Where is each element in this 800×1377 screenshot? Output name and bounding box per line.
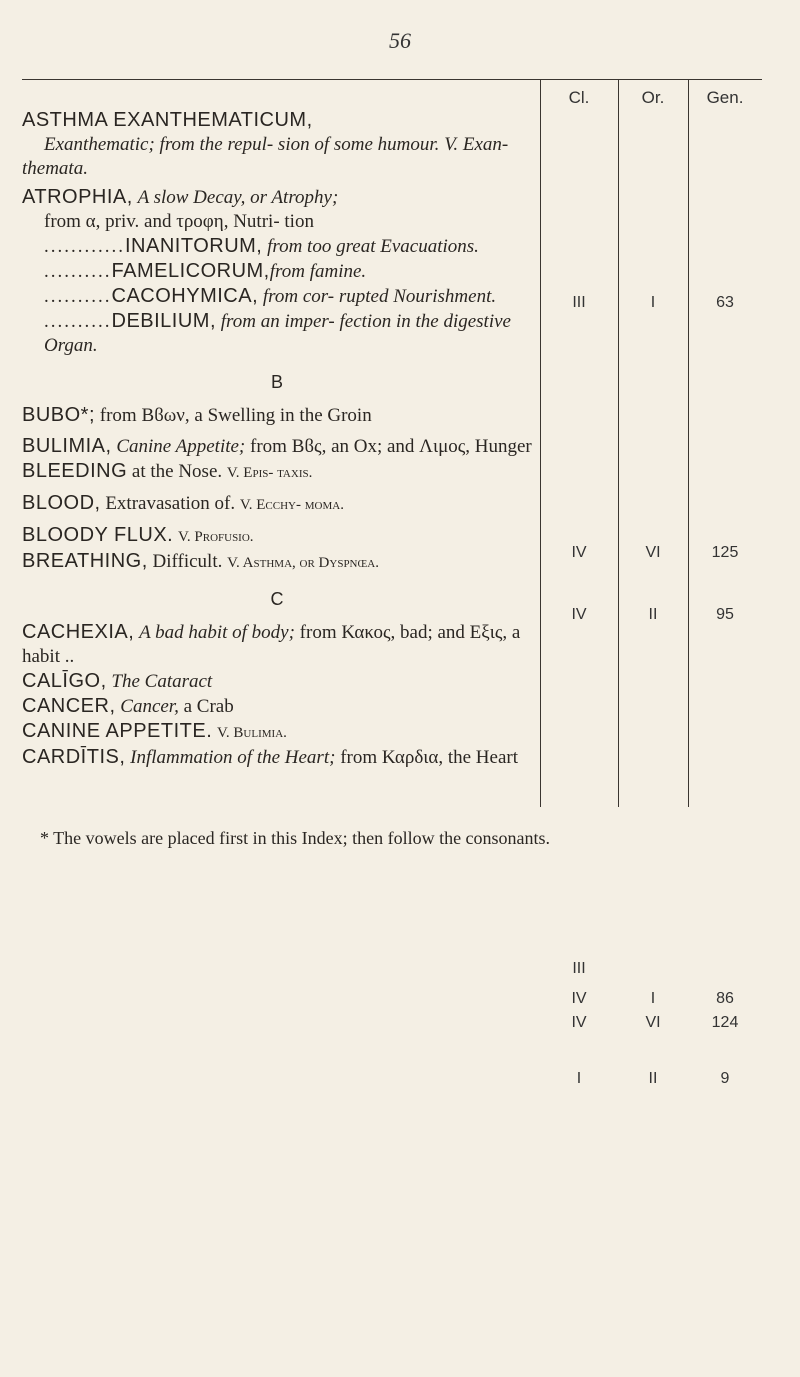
bulimia-or: II	[648, 606, 658, 623]
carditis-cl: I	[576, 1070, 582, 1087]
entry-asthma: ASTHMA EXANTHEMATICUM, Exanthematic; from the repul- sion of some humour. V. Exan- themata.	[22, 109, 509, 179]
entry-cancer: CANCER, Cancer, a Crab	[22, 695, 234, 717]
entry-debilium: ..........DEBILIUM, from an imper- fection in the digestive Organ.	[44, 310, 511, 356]
carditis-gen: 9	[720, 1070, 730, 1087]
column-divider-gen	[688, 79, 689, 807]
atrophia-cl: III	[572, 294, 586, 311]
section-letter-b: B	[270, 372, 283, 392]
bubo-gen: 125	[711, 544, 739, 561]
column-header-gen: Gen.	[706, 88, 744, 107]
cancer-or: VI	[645, 1014, 661, 1031]
bulimia-cl: IV	[571, 606, 587, 623]
atrophia-gen: 63	[716, 294, 734, 311]
entry-caligo: CALĪGO, The Cataract	[22, 670, 213, 692]
column-divider-cl	[540, 79, 541, 807]
entry-bleeding: BLEEDING at the Nose. V. Epis- taxis.	[22, 460, 313, 482]
caligo-or: I	[650, 990, 656, 1007]
cachexia-cl: III	[572, 960, 586, 977]
entry-blood: BLOOD, Extravasation of. V. Ecchy- moma.	[22, 492, 344, 514]
page-number: 56	[389, 28, 411, 53]
bubo-or: VI	[645, 544, 661, 561]
table-top-rule	[22, 79, 762, 80]
bubo-cl: IV	[571, 544, 587, 561]
caligo-gen: 86	[716, 990, 734, 1007]
cancer-cl: IV	[571, 1014, 587, 1031]
entry-canine: CANINE APPETITE. V. Bulimia.	[22, 720, 287, 742]
entry-famelicorum: ..........FAMELICORUM,from famine.	[44, 260, 367, 282]
entry-breathing: BREATHING, Difficult. V. Asthma, or Dyspnœa.	[22, 550, 379, 572]
entry-bloody-flux: BLOODY FLUX. V. Profusio.	[22, 524, 254, 546]
cancer-gen: 124	[711, 1014, 739, 1031]
index-entries	[22, 108, 532, 770]
footnote: * The vowels are placed first in this Index; then follow the consonants.	[40, 828, 551, 848]
carditis-or: II	[648, 1070, 658, 1087]
column-header-cl: Cl.	[568, 88, 590, 107]
column-divider-or	[618, 79, 619, 807]
entry-bubo: BUBO*; from Βϐων, a Swelling in the Groin	[22, 404, 372, 426]
column-header-or: Or.	[641, 88, 665, 107]
atrophia-or: I	[650, 294, 656, 311]
entry-bulimia: BULIMIA, Canine Appetite; from Βϐς, an Ox; and Λιμος, Hunger	[22, 435, 532, 457]
entry-carditis: CARDĪTIS, Inflammation of the Heart; from Καρδια, the Heart	[22, 746, 518, 768]
bulimia-gen: 95	[716, 606, 734, 623]
section-letter-c: C	[270, 589, 284, 609]
entry-cachexia: CACHEXIA, A bad habit of body; from Κακος, bad; and Εξις, a habit ..	[22, 621, 521, 667]
entry-inanitorum: ............INANITORUM, from too great Evacuations.	[44, 235, 479, 257]
caligo-cl: IV	[571, 990, 587, 1007]
entry-cacochymica: ..........CACOHYMICA, from cor- rupted Nourishment.	[44, 285, 497, 307]
entry-atrophia: ATROPHIA, A slow Decay, or Atrophy; from α, priv. and τροφη, Nutri- tion	[22, 186, 339, 232]
